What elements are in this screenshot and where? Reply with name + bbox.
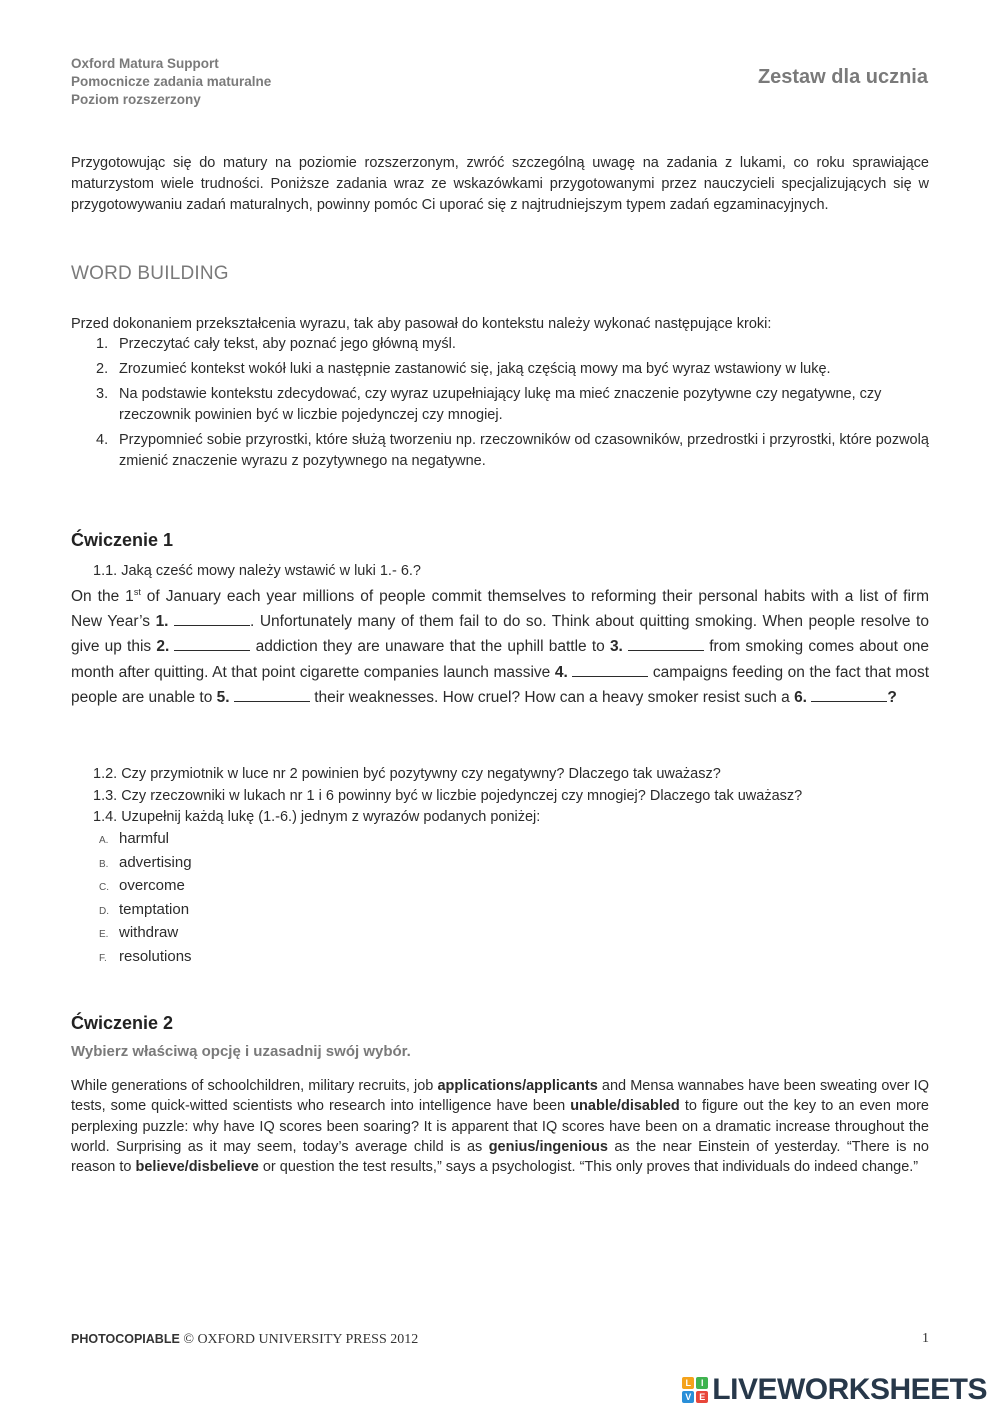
gap-blank-6[interactable] xyxy=(811,687,887,702)
publisher-notice: © OXFORD UNIVERSITY PRESS 2012 xyxy=(179,1332,419,1347)
steps-lead: Przed dokonaniem przekształcenia wyrazu, tak aby pasował do kontekstu należy wykonać następujące kroki: xyxy=(71,316,772,332)
ordinal-suffix: st xyxy=(133,586,141,597)
step-item xyxy=(96,359,929,380)
gap-number-2: 2. xyxy=(156,638,170,656)
choice-2[interactable]: unable/disabled xyxy=(570,1098,680,1115)
text-segment: as the near Einstein of yesterday. “There is no reason to xyxy=(71,1138,929,1176)
text-segment: from smoking comes about one month after quitting. At that point cigarette companies launch massive xyxy=(71,638,929,681)
choice-3[interactable]: genius/ingenious xyxy=(488,1138,608,1155)
text-segment: campaigns feeding on the fact that most people are unable to xyxy=(71,663,929,706)
exercise1-gap-text xyxy=(71,584,929,710)
option-word: advertising xyxy=(119,853,192,871)
footer-copyright xyxy=(71,1331,418,1348)
liveworksheets-logo xyxy=(682,1373,987,1407)
step-number: 4. xyxy=(96,432,109,448)
photocopiable-label: PHOTOCOPIABLE xyxy=(71,1332,180,1346)
option-word: withdraw xyxy=(119,924,179,942)
text-segment: to figure out the key to an even more perplexing puzzle: why have IQ scores been soaring? It is apparent that IQ scores have been on a dramatic increase throughout the world. Surprising as it may seem, today’s average child is as xyxy=(71,1098,929,1155)
header-title: Zestaw dla ucznia xyxy=(757,66,928,88)
option-letter: D. xyxy=(99,905,109,917)
option-item xyxy=(99,899,192,923)
gap-number-4: 4. xyxy=(554,663,568,681)
gap-blank-4[interactable] xyxy=(572,662,648,677)
option-letter: B. xyxy=(99,858,109,870)
step-item xyxy=(96,334,929,355)
logo-tile: E xyxy=(696,1391,708,1403)
question-1-3: 1.3. Czy rzeczowniki w lukach nr 1 i 6 powinny być w liczbie pojedynczej czy mnogiej? Dlaczego tak uważasz? xyxy=(93,787,803,804)
text-segment: . Unfortunately many of them fail to do so. Think about quitting smoking. When people resolve to give up this xyxy=(71,613,929,656)
option-letter: C. xyxy=(99,882,109,894)
step-text: Przypomnieć sobie przyrostki, które służą tworzeniu np. rzeczowników od czasowników, przedrostki i przyrostki, które pozwolą zmienić znaczenie wyrazu z pozytywnego na negatywne. xyxy=(119,432,929,469)
option-item xyxy=(99,852,192,876)
step-item xyxy=(96,430,929,472)
option-item xyxy=(99,875,192,899)
question-1-4: 1.4. Uzupełnij każdą lukę (1.-6.) jednym z wyrazów podanych poniżej: xyxy=(93,809,541,825)
logo-tile: V xyxy=(682,1391,694,1403)
gap-number-1: 1. xyxy=(155,613,169,631)
step-number: 2. xyxy=(96,361,109,377)
choice-4[interactable]: believe/disbelieve xyxy=(135,1159,259,1176)
question-1-1: 1.1. Jaką cześć mowy należy wstawić w luki 1.- 6.? xyxy=(93,563,421,579)
step-text: Przeczytać cały tekst, aby poznać jego główną myśl. xyxy=(119,336,456,352)
step-number: 1. xyxy=(96,336,109,352)
intro-paragraph: Przygotowując się do matury na poziomie rozszerzonym, zwróć szczególną uwagę na zadania z lukami, co roku sprawiające maturzystom wiele trudności. Poniższe zadania wraz ze wskazówkami przygotowanymi przez nauczycieli specjalizujących się w przygotowywaniu zadań maturalnych, powinny pomóc Ci uporać się z najtrudniejszym typem zadań egzaminacyjnych. xyxy=(71,155,929,213)
step-text: Zrozumieć kontekst wokół luki a następnie zastanowić się, jaką częścią mowy ma być wyraz wstawiony w lukę. xyxy=(119,361,831,377)
steps-list xyxy=(96,334,929,476)
logo-text: LIVEWORKSHEETS xyxy=(712,1373,987,1406)
logo-icon xyxy=(682,1377,708,1403)
option-letter: A. xyxy=(99,835,109,846)
option-item xyxy=(99,922,192,946)
text-segment: On the 1 xyxy=(71,588,134,605)
gap-blank-1[interactable] xyxy=(174,611,250,626)
text-segment: While generations of schoolchildren, military recruits, job xyxy=(71,1078,438,1094)
question-1-2: 1.2. Czy przymiotnik w luce nr 2 powinien być pozytywny czy negatywny? Dlaczego tak uważasz? xyxy=(93,766,721,782)
option-item xyxy=(99,946,192,970)
section-title: WORD BUILDING xyxy=(71,263,229,284)
question-mark: ? xyxy=(887,688,897,706)
gap-blank-2[interactable] xyxy=(174,636,250,651)
gap-blank-3[interactable] xyxy=(628,636,704,651)
step-item xyxy=(96,384,929,426)
exercise2-title: Ćwiczenie 2 xyxy=(71,1013,174,1033)
option-item xyxy=(99,828,192,852)
option-letter: E. xyxy=(99,929,109,941)
gap-number-5: 5. xyxy=(216,688,230,706)
option-letter: F. xyxy=(99,952,107,964)
gap-number-6: 6. xyxy=(794,688,807,706)
option-word: overcome xyxy=(119,877,185,895)
option-word: harmful xyxy=(119,830,170,847)
option-word: temptation xyxy=(119,900,190,918)
text-segment: or question the test results,” says a psychologist. “This only proves that individuals do indeed change.” xyxy=(258,1159,919,1176)
header-series: Oxford Matura Support xyxy=(71,56,219,71)
exercise2-text xyxy=(71,1076,929,1177)
step-text: Na podstawie kontekstu zdecydować, czy wyraz uzupełniający lukę ma mieć znaczenie pozytywne czy negatywne, czy rzeczownik powinien być w liczbie pojedynczej czy mnogiej. xyxy=(119,386,882,423)
gap-number-3: 3. xyxy=(609,638,623,656)
word-options xyxy=(99,828,192,970)
page-number: 1 xyxy=(922,1331,929,1346)
logo-tile: I xyxy=(696,1377,708,1389)
text-segment: their weaknesses. How cruel? How can a heavy smoker resist such a xyxy=(309,688,795,706)
option-word: resolutions xyxy=(119,947,192,965)
header-level: Poziom rozszerzony xyxy=(71,92,201,107)
text-segment: addiction they are unaware that the uphill battle to xyxy=(250,638,610,656)
text-segment: of January each year millions of people commit themselves to reforming their personal habits with a list of firm New Year’s xyxy=(71,588,929,631)
step-number: 3. xyxy=(96,386,109,402)
header-info xyxy=(71,55,271,109)
choice-1[interactable]: applications/applicants xyxy=(437,1078,598,1094)
exercise1-questions xyxy=(93,764,802,829)
gap-blank-5[interactable] xyxy=(234,687,310,702)
exercise2-instruction: Wybierz właściwą opcję i uzasadnij swój wybór. xyxy=(71,1043,411,1060)
text-segment: and Mensa wannabes have been sweating over IQ tests, some quick-witted scientists who research into intelligence have been xyxy=(71,1078,929,1115)
exercise1-title: Ćwiczenie 1 xyxy=(71,530,174,550)
logo-tile: L xyxy=(682,1377,694,1389)
header-subtitle: Pomocnicze zadania maturalne xyxy=(71,74,272,89)
